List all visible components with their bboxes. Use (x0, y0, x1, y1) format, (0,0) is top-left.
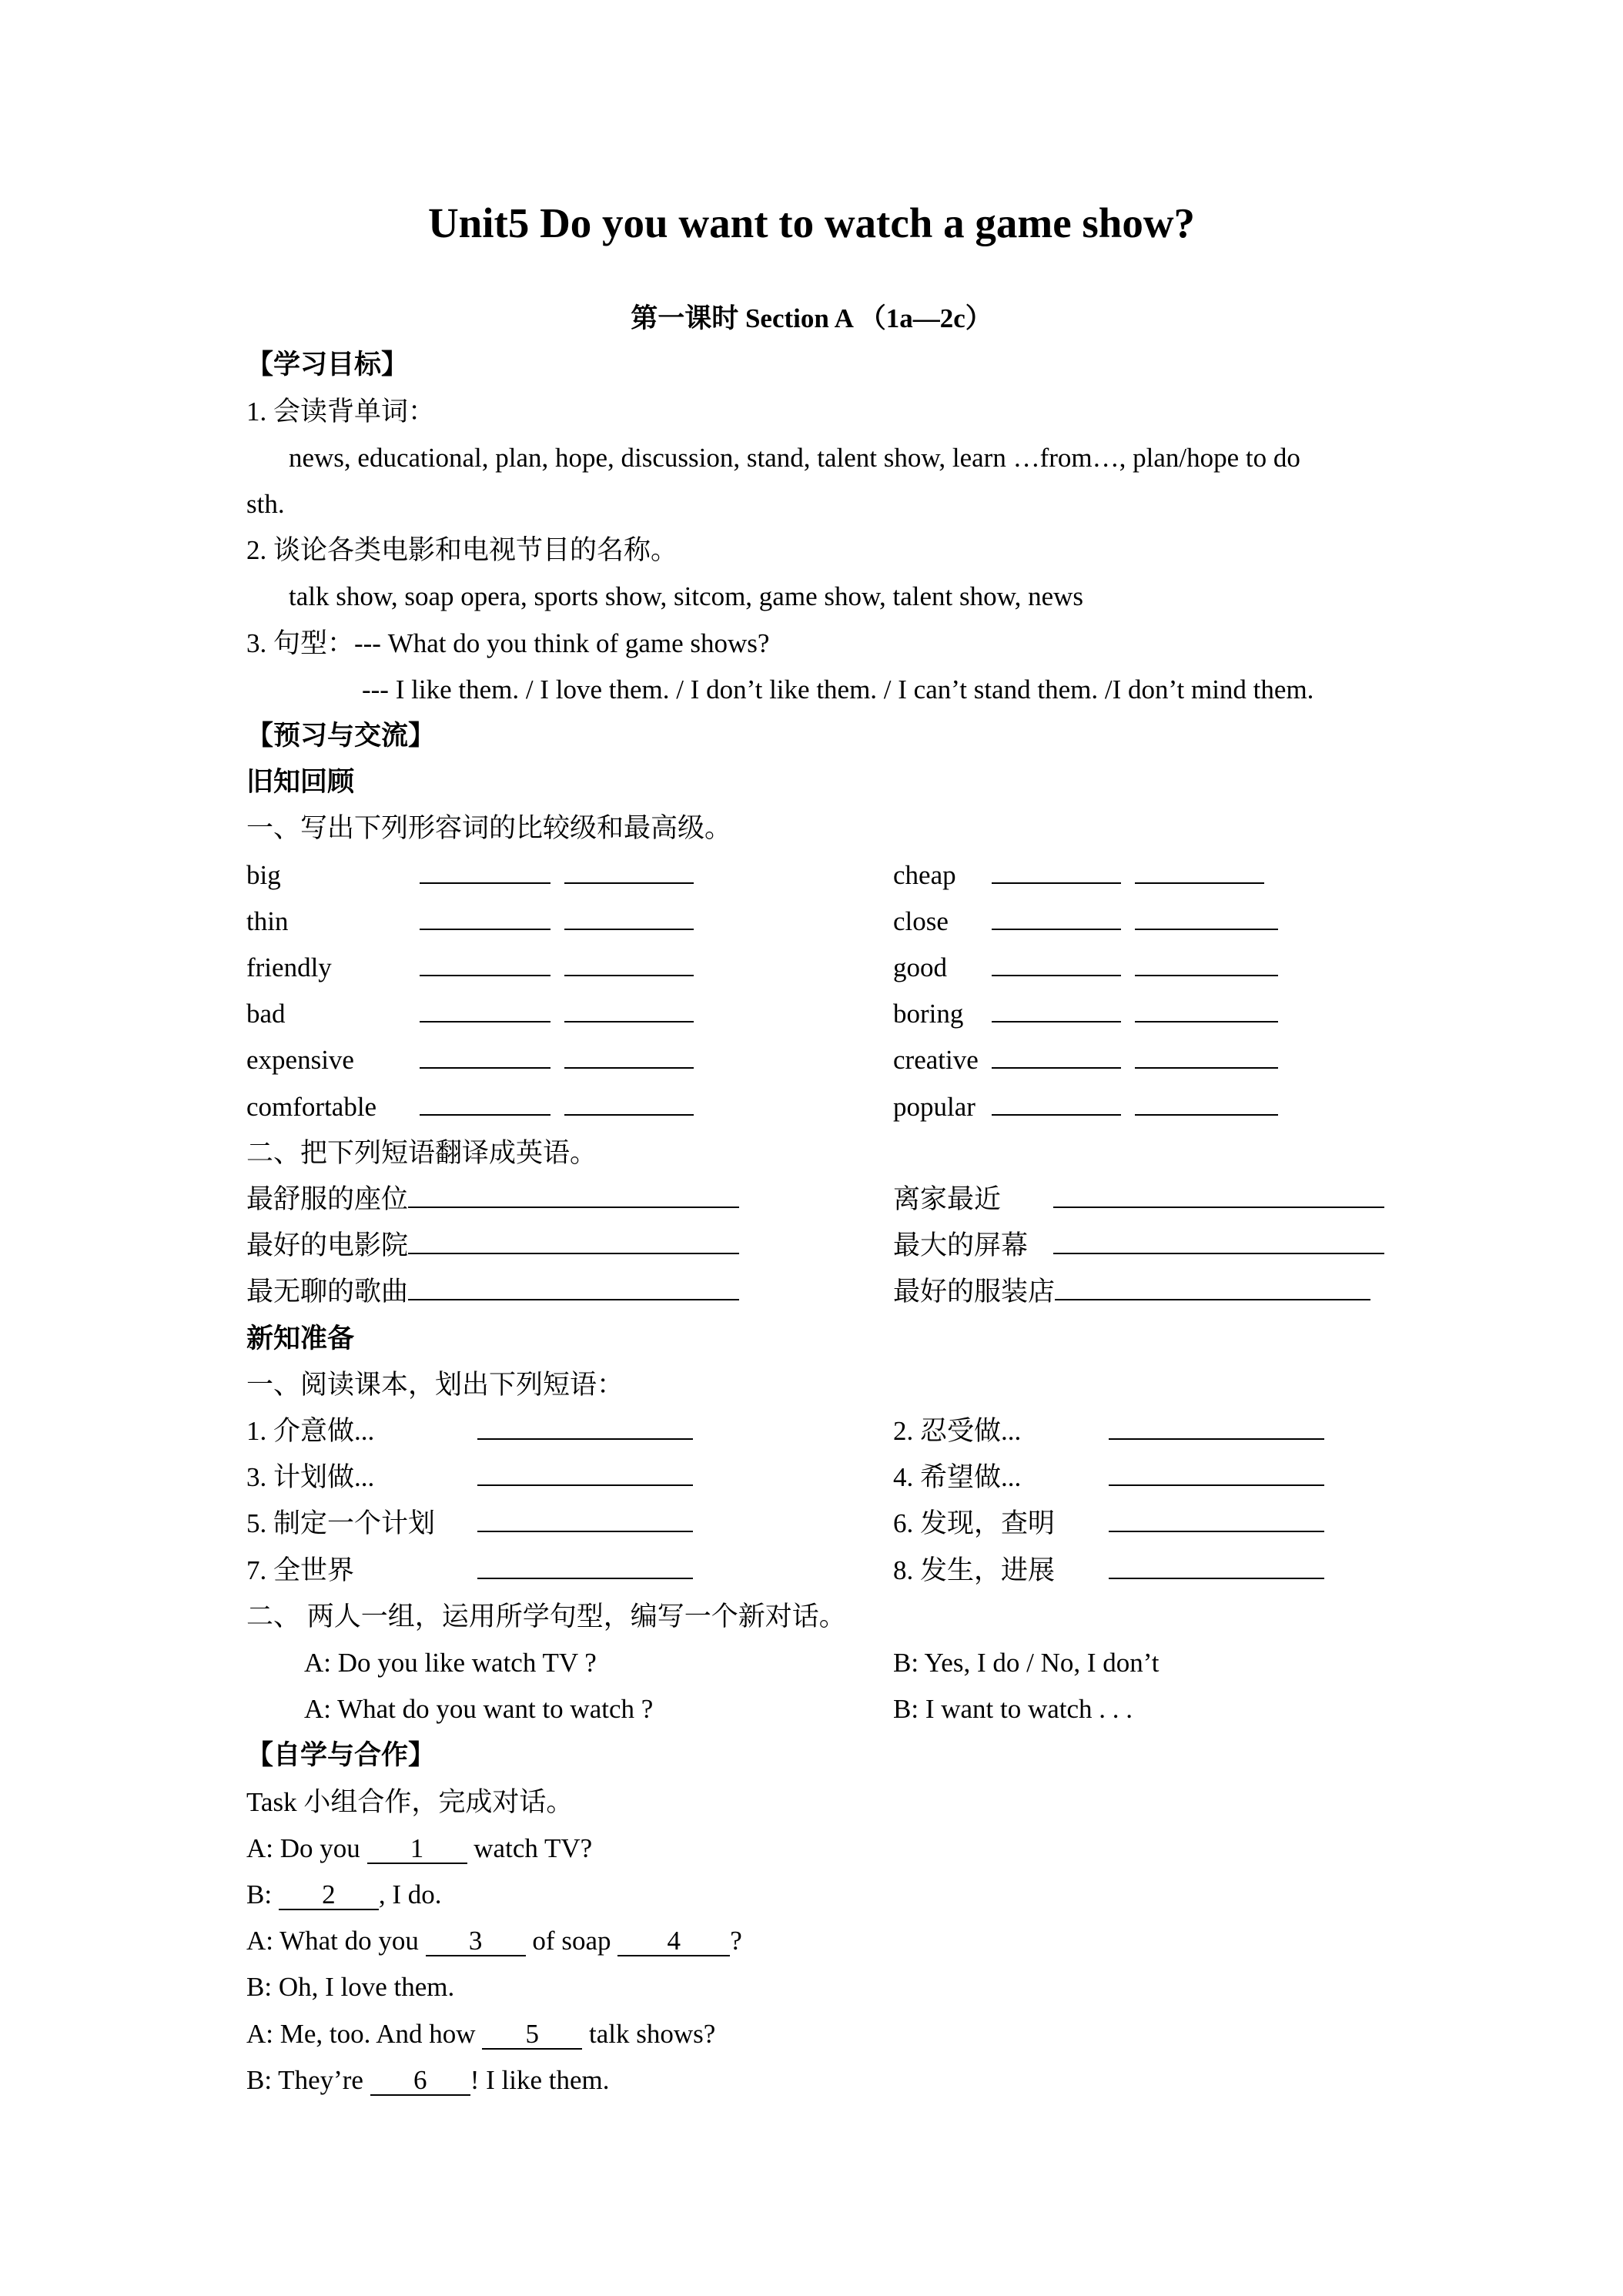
phrase-row (246, 1501, 1392, 1547)
dialog-line-a: A: What do you want to watch ? (304, 1694, 654, 1724)
translate-row (246, 1223, 1392, 1269)
translate-row (246, 1176, 1392, 1223)
adjective-row (246, 991, 1392, 1037)
adjective-word: friendly (246, 952, 332, 982)
goal-item-2-words: talk show, soap opera, sports show, sitcom, game show, talent show, news (289, 581, 1084, 611)
answer-blank[interactable] (420, 1088, 550, 1116)
phrase-row (246, 1408, 1392, 1454)
adjective-row (246, 945, 1392, 991)
answer-blank[interactable] (1135, 1041, 1278, 1069)
dialog-text: ? (730, 1926, 742, 1956)
self-study-heading: 【自学与合作】 (246, 1740, 436, 1770)
goal-item-1: 1. 会读背单词： (246, 397, 436, 427)
numbered-blank[interactable]: 6 (370, 2063, 470, 2096)
adjective-word: creative (893, 1045, 979, 1075)
phrase-cn: 离家最近 (893, 1184, 1002, 1214)
answer-blank[interactable] (1135, 856, 1264, 884)
dialog-line: B: Oh, I love them. (246, 1972, 455, 2002)
dialog-line (246, 2057, 1392, 2104)
adjective-word: good (893, 952, 947, 982)
numbered-blank[interactable]: 2 (279, 1878, 379, 1910)
dialog-text: watch TV? (474, 1833, 593, 1863)
answer-blank[interactable] (1109, 1551, 1324, 1579)
answer-blank[interactable] (1109, 1412, 1324, 1440)
phrase-item: 2. 忍受做... (893, 1416, 1022, 1446)
adjective-word: cheap (893, 860, 956, 890)
goal-item-2: 2. 谈论各类电影和电视节目的名称。 (246, 535, 678, 565)
dialog-line (246, 1826, 1392, 1872)
dialog-text: of soap (532, 1926, 618, 1956)
phrase-row (246, 1548, 1392, 1594)
answer-blank[interactable] (420, 995, 550, 1022)
answer-blank[interactable] (992, 1088, 1121, 1116)
answer-blank[interactable] (564, 1041, 694, 1069)
answer-blank[interactable] (477, 1551, 693, 1579)
phrase-cn: 最好的电影院 (246, 1230, 409, 1260)
dialog-line-b: B: Yes, I do / No, I don’t (893, 1648, 1160, 1678)
adjective-word: expensive (246, 1045, 354, 1075)
answer-blank[interactable] (1109, 1504, 1324, 1532)
answer-blank[interactable] (420, 949, 550, 976)
new-knowledge-heading: 新知准备 (246, 1324, 355, 1354)
read-instruction: 一、阅读课本，划出下列短语： (246, 1370, 624, 1400)
adjective-word: thin (246, 906, 289, 936)
adjective-word: boring (893, 999, 964, 1029)
dialog-line (246, 1918, 1392, 1964)
answer-blank[interactable] (1109, 1458, 1324, 1486)
dialog-text: A: Do you (246, 1833, 367, 1863)
answer-blank[interactable] (564, 949, 694, 976)
phrase-row (246, 1454, 1392, 1501)
answer-blank[interactable] (564, 1088, 694, 1116)
answer-blank[interactable] (564, 902, 694, 930)
adjective-word: close (893, 906, 949, 936)
dialog-text: A: Me, too. And how (246, 2019, 483, 2049)
answer-blank[interactable] (992, 949, 1121, 976)
answer-blank[interactable] (420, 1041, 550, 1069)
answer-blank[interactable] (408, 1273, 739, 1300)
numbered-blank[interactable]: 4 (617, 1924, 730, 1956)
pair-dialog-instruction: 二、 两人一组，运用所学句型，编写一个新对话。 (246, 1602, 846, 1632)
answer-blank[interactable] (420, 902, 550, 930)
phrase-item: 6. 发现，查明 (893, 1508, 1056, 1538)
answer-blank[interactable] (992, 1041, 1121, 1069)
sample-dialog-row (246, 1686, 1392, 1732)
phrase-cn: 最好的服装店 (893, 1277, 1056, 1307)
adjective-row (246, 899, 1392, 945)
dialog-text: B: They’re (246, 2065, 370, 2095)
phrase-item: 7. 全世界 (246, 1555, 355, 1585)
dialog-line-b: B: I want to watch . . . (893, 1694, 1133, 1724)
answer-blank[interactable] (477, 1412, 693, 1440)
adjective-word: bad (246, 999, 286, 1029)
answer-blank[interactable] (1135, 1088, 1278, 1116)
preview-heading: 【预习与交流】 (246, 721, 436, 751)
sample-dialog-row (246, 1640, 1392, 1686)
answer-blank[interactable] (1055, 1273, 1370, 1300)
phrase-item: 5. 制定一个计划 (246, 1508, 436, 1538)
goal-item-1-words-cont: sth. (246, 489, 285, 519)
answer-blank[interactable] (564, 856, 694, 884)
answer-blank[interactable] (1135, 902, 1278, 930)
page-title: Unit5 Do you want to watch a game show? (427, 199, 1196, 246)
translate-instruction: 二、把下列短语翻译成英语。 (246, 1138, 597, 1168)
adjective-row (246, 852, 1392, 899)
phrase-item: 1. 介意做... (246, 1416, 375, 1446)
numbered-blank[interactable]: 5 (482, 2017, 582, 2050)
adjective-word: popular (893, 1092, 975, 1122)
phrase-item: 3. 计划做... (246, 1462, 375, 1492)
answer-blank[interactable] (992, 995, 1121, 1022)
dialog-text: ! I like them. (470, 2065, 610, 2095)
goals-heading: 【学习目标】 (246, 350, 409, 380)
dialog-line (246, 2011, 1392, 2057)
dialog-text: A: What do you (246, 1926, 426, 1956)
dialog-text: talk shows? (589, 2019, 716, 2049)
review-heading: 旧知回顾 (246, 767, 355, 797)
answer-blank[interactable] (477, 1504, 693, 1532)
answer-blank[interactable] (477, 1458, 693, 1486)
phrase-cn: 最无聊的歌曲 (246, 1277, 409, 1307)
translate-row (246, 1269, 1392, 1315)
goal-item-3: 3. 句型：--- What do you think of game shows? (246, 628, 770, 658)
adjective-row (246, 1084, 1392, 1130)
phrase-cn: 最舒服的座位 (246, 1184, 409, 1214)
answer-blank[interactable] (992, 902, 1121, 930)
phrase-item: 4. 希望做... (893, 1462, 1022, 1492)
answer-blank[interactable] (408, 1180, 739, 1208)
dialog-line-a: A: Do you like watch TV ? (304, 1648, 597, 1678)
phrase-cn: 最大的屏幕 (893, 1230, 1029, 1260)
dialog-text: B: (246, 1879, 279, 1909)
answer-blank[interactable] (564, 995, 694, 1022)
dialog-line (246, 1872, 1392, 1918)
answer-blank[interactable] (1053, 1180, 1384, 1208)
dialog-text: , I do. (378, 1879, 442, 1909)
adjective-row (246, 1037, 1392, 1083)
answer-blank[interactable] (420, 856, 550, 884)
task-instruction: Task 小组合作，完成对话。 (246, 1787, 574, 1817)
phrase-item: 8. 发生，进展 (893, 1555, 1056, 1585)
adjective-word: comfortable (246, 1092, 377, 1122)
numbered-blank[interactable]: 3 (426, 1924, 526, 1956)
answer-blank[interactable] (1135, 949, 1278, 976)
goal-item-1-words: news, educational, plan, hope, discussion, stand, talent show, learn …from…, plan/hope to do (289, 443, 1300, 473)
numbered-blank[interactable]: 1 (367, 1832, 467, 1864)
answer-blank[interactable] (408, 1227, 739, 1254)
goal-item-3-answer: --- I like them. / I love them. / I don’t like them. / I can’t stand them. /I don’t mind them. (362, 674, 1314, 705)
answer-blank[interactable] (1053, 1227, 1384, 1254)
adjectives-instruction: 一、写出下列形容词的比较级和最高级。 (246, 813, 732, 843)
lesson-subtitle: 第一课时 Section A （1a—2c） (631, 303, 992, 333)
answer-blank[interactable] (1135, 995, 1278, 1022)
answer-blank[interactable] (992, 856, 1121, 884)
adjective-word: big (246, 860, 281, 890)
